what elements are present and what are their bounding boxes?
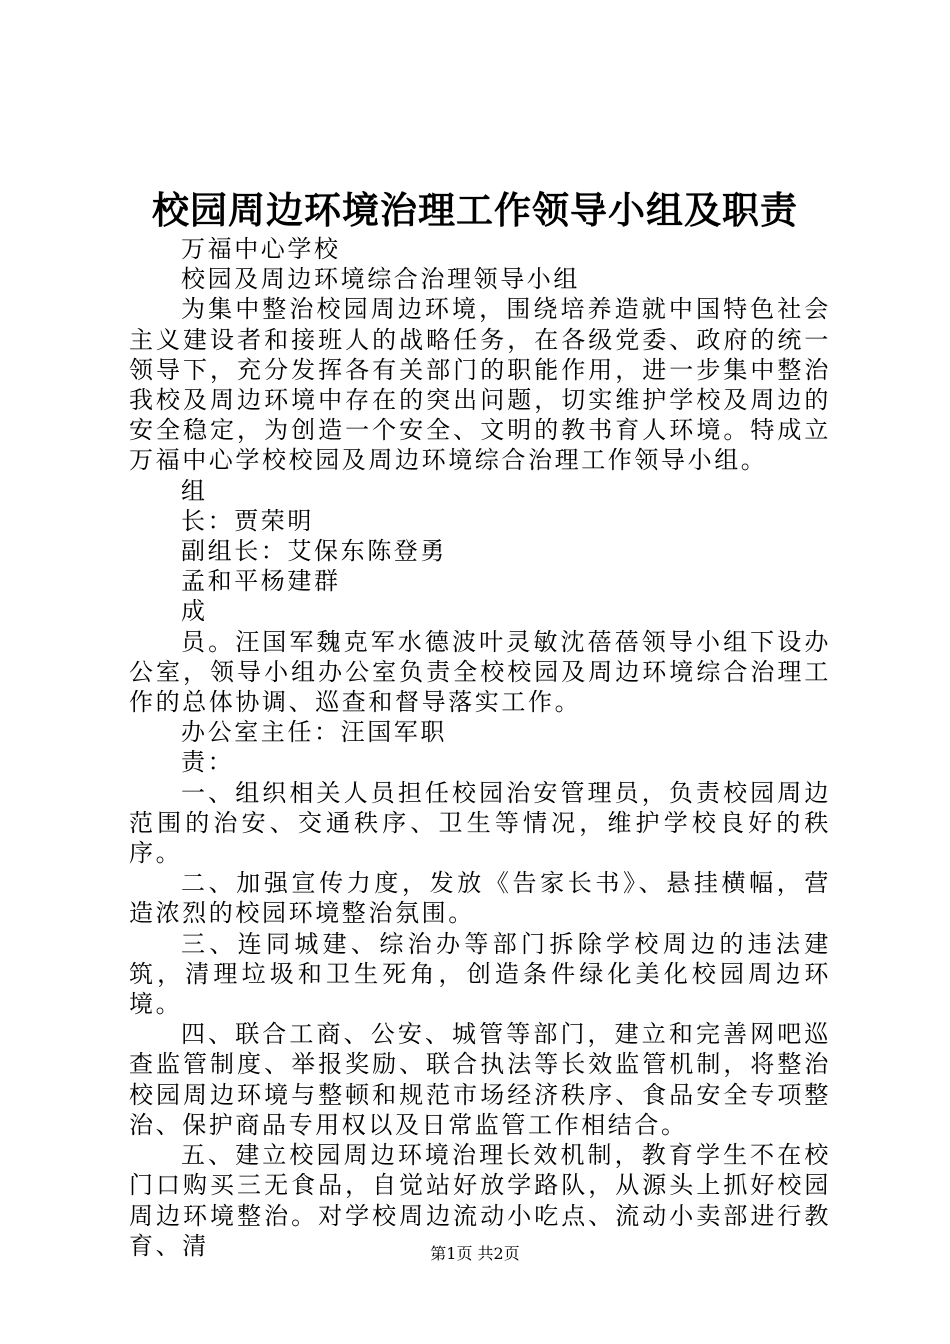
paragraph-members: 员。汪国军魏克军水德波叶灵敏沈蓓蓓领导小组下设办公室，领导小组办公室负责全校校园及周边环境综合治理工作的总体协调、巡查和督导落实工作。	[129, 627, 831, 717]
paragraph-duties-label: 责：	[181, 748, 235, 777]
paragraph-members-label: 成	[181, 597, 208, 626]
document-title: 校园周边环境治理工作领导小组及职责	[152, 188, 798, 232]
paragraph-school-name: 万福中心学校	[181, 235, 341, 263]
paragraph-duty-2: 二、加强宣传力度，发放《告家长书》、悬挂横幅，营造浓烈的校园环境整治氛围。	[129, 869, 831, 928]
paragraph-purpose: 为集中整治校园周边环境，围绕培养造就中国特色社会主义建设者和接班人的战略任务，在各级党委、政府的统一领导下，充分发挥各有关部门的职能作用，进一步集中整治我校及周边环境中存在的突出问题，切实维护学校及周边的安全稳定，为创造一个安全、文明的教书育人环境。特成立万福中心学校校园及周边环境综合治理工作领导小组。	[129, 295, 831, 475]
paragraph-office-director: 办公室主任：汪国军职	[181, 718, 447, 747]
paragraph-duty-3: 三、连同城建、综治办等部门拆除学校周边的违法建筑，清理垃圾和卫生死角，创造条件绿化美化校园周边环境。	[129, 929, 831, 1019]
paragraph-deputy-leaders: 副组长：艾保东陈登勇	[181, 537, 447, 566]
page-footer: 第1页 共2页	[430, 1244, 520, 1263]
paragraph-duty-5: 五、建立校园周边环境治理长效机制，教育学生不在校门口购买三无食品，自觉站好放学路队，从源头上抓好校园周边环境整治。对学校周边流动小吃点、流动小卖部进行教育、清	[129, 1141, 831, 1260]
paragraph-leader-label: 组	[181, 476, 208, 505]
paragraph-leader: 长：贾荣明	[181, 506, 314, 535]
document-body	[129, 234, 831, 1261]
paragraph-group-name: 校园及周边环境综合治理领导小组	[181, 265, 580, 294]
paragraph-duty-4: 四、联合工商、公安、城管等部门，建立和完善网吧巡查监管制度、举报奖励、联合执法等长效监管机制，将整治校园周边环境与整顿和规范市场经济秩序、食品安全专项整治、保护商品专用权以及日常监管工作相结合。	[129, 1020, 831, 1139]
paragraph-deputy-leaders-cont: 孟和平杨建群	[181, 567, 341, 596]
paragraph-duty-1: 一、组织相关人员担任校园治安管理员，负责校园周边范围的治安、交通秩序、卫生等情况，维护学校良好的秩序。	[129, 778, 831, 868]
